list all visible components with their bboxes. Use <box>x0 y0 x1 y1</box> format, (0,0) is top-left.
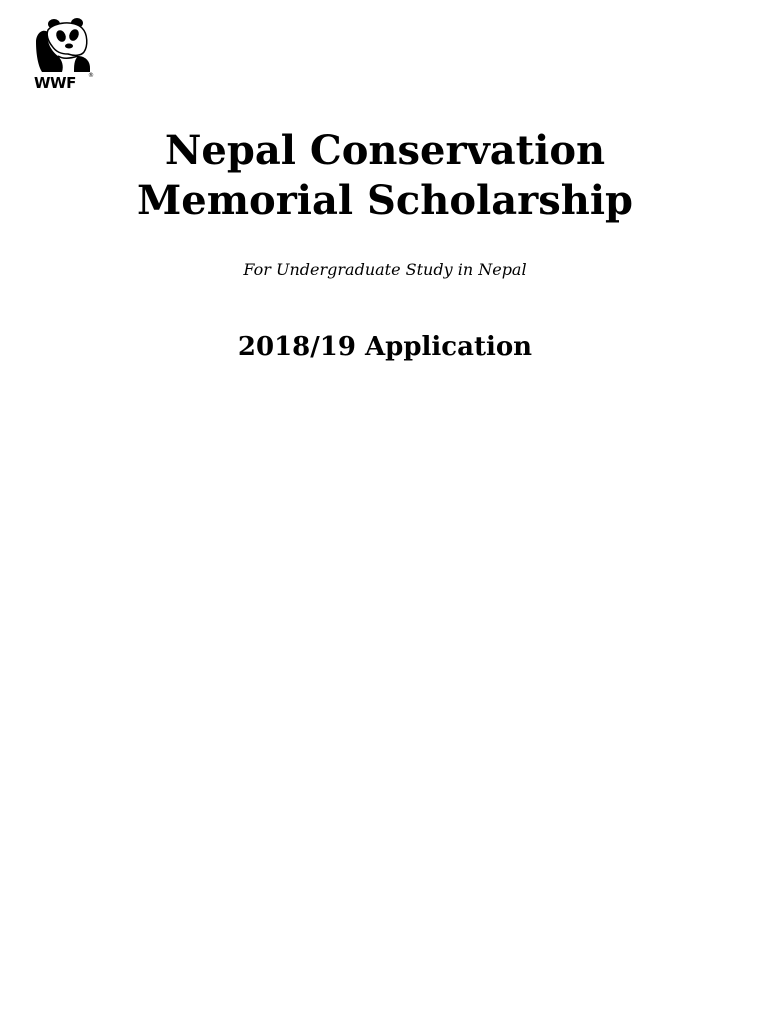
title-line-2: Memorial Scholarship <box>137 177 633 224</box>
document-subtitle: For Undergraduate Study in Nepal <box>243 260 527 279</box>
registered-mark: ® <box>88 72 94 79</box>
panda-icon <box>34 16 92 74</box>
document-title <box>0 126 770 226</box>
wwf-wordmark: WWF <box>34 74 76 92</box>
title-line-1: Nepal Conservation <box>164 127 606 174</box>
application-year-heading: 2018/19 Application <box>237 332 533 362</box>
wwf-logo <box>34 16 92 94</box>
